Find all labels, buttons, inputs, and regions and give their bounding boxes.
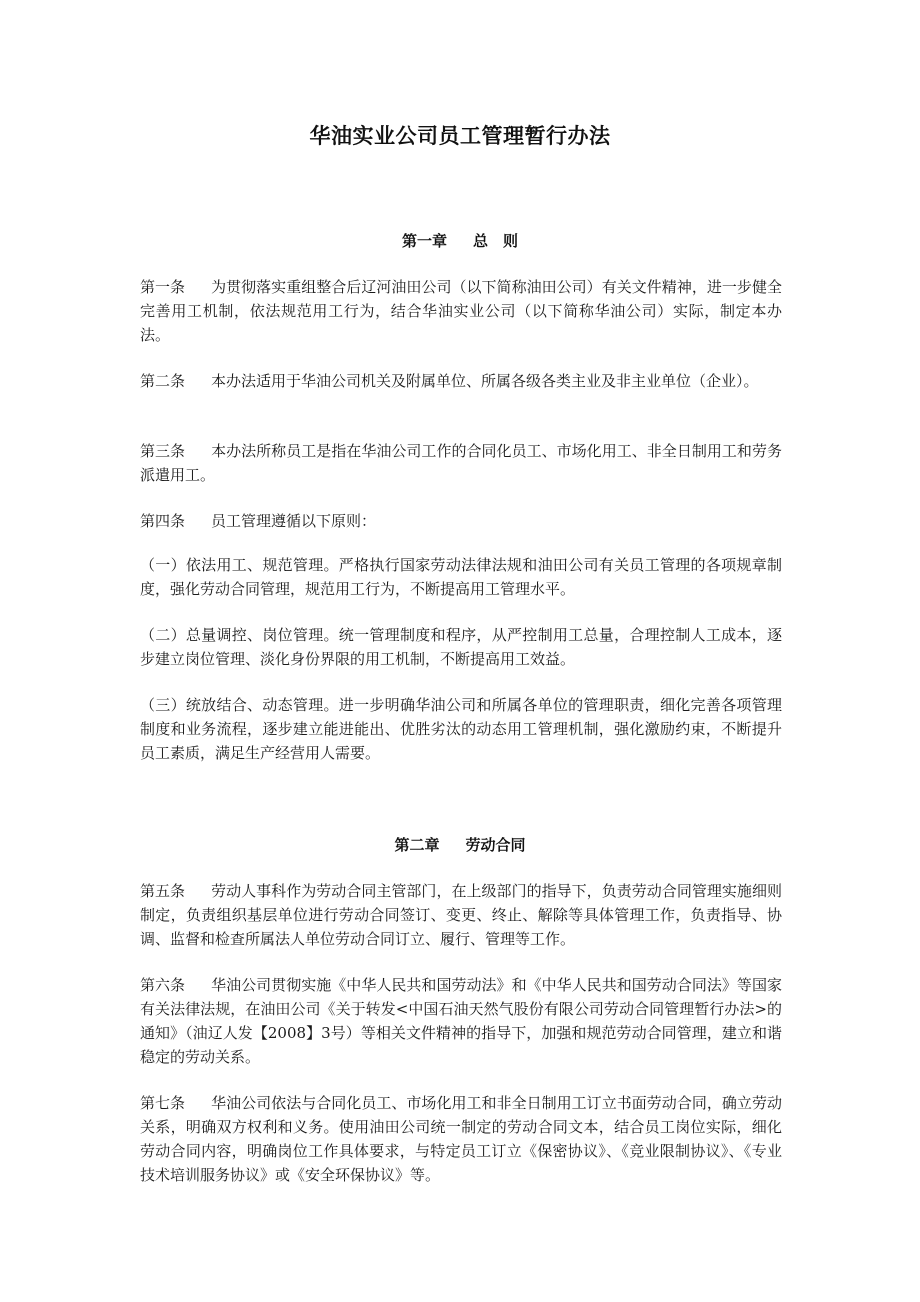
principle-paragraph <box>140 553 782 601</box>
article-paragraph <box>140 275 782 347</box>
article-paragraph <box>140 509 782 533</box>
article-text: 员工管理遵循以下原则： <box>211 512 377 530</box>
principle-paragraph <box>140 693 782 765</box>
chapter-number: 第一章 <box>401 232 447 250</box>
chapter-number: 第二章 <box>394 836 440 854</box>
article-label: 第二条 <box>140 372 186 390</box>
principle-text: （三）统放结合、动态管理。进一步明确华油公司和所属各单位的管理职责，细化完善各项管理制度和业务流程，逐步建立能进能出、优胜劣汰的动态用工管理机制，强化激励约束，不断提升员工素质，满足生产经营用人需要。 <box>140 696 782 762</box>
article-label: 第六条 <box>140 976 186 994</box>
chapter-heading <box>0 834 920 855</box>
article-paragraph <box>140 1091 782 1187</box>
article-paragraph <box>140 439 782 487</box>
article-text: 华油公司贯彻实施《中华人民共和国劳动法》和《中华人民共和国劳动合同法》等国家有关法律法规，在油田公司《关于转发<中国石油天然气股份有限公司劳动合同管理暂行办法>的通知》（油辽人发【2008】3号）等相关文件精神的指导下，加强和规范劳动合同管理，建立和谐稳定的劳动关系。 <box>140 976 782 1066</box>
article-paragraph <box>140 369 782 393</box>
article-text: 为贯彻落实重组整合后辽河油田公司（以下简称油田公司）有关文件精神，进一步健全完善用工机制，依法规范用工行为，结合华油实业公司（以下简称华油公司）实际，制定本办法。 <box>140 278 782 344</box>
chapter-heading <box>0 230 920 251</box>
article-label: 第四条 <box>140 512 186 530</box>
principle-text: （二）总量调控、岗位管理。统一管理制度和程序，从严控制用工总量，合理控制人工成本，逐步建立岗位管理、淡化身份界限的用工机制，不断提高用工效益。 <box>140 626 782 668</box>
article-text: 华油公司依法与合同化员工、市场化用工和非全日制用工订立书面劳动合同，确立劳动关系，明确双方权利和义务。使用油田公司统一制定的劳动合同文本，结合员工岗位实际，细化劳动合同内容，明确岗位工作具体要求，与特定员工订立《保密协议》、《竞业限制协议》、《专业技术培训服务协议》或《安全环保协议》等。 <box>140 1094 782 1184</box>
chapter-name: 总 则 <box>473 232 519 250</box>
article-text: 本办法所称员工是指在华油公司工作的合同化员工、市场化用工、非全日制用工和劳务派遣用工。 <box>140 442 782 484</box>
article-text: 劳动人事科作为劳动合同主管部门，在上级部门的指导下，负责劳动合同管理实施细则制定，负责组织基层单位进行劳动合同签订、变更、终止、解除等具体管理工作，负责指导、协调、监督和检查所属法人单位劳动合同订立、履行、管理等工作。 <box>140 882 782 948</box>
document-title: 华油实业公司员工管理暂行办法 <box>309 124 611 148</box>
article-paragraph <box>140 973 782 1069</box>
article-label: 第七条 <box>140 1094 186 1112</box>
article-text: 本办法适用于华油公司机关及附属单位、所属各级各类主业及非主业单位（企业）。 <box>211 372 759 390</box>
article-label: 第三条 <box>140 442 186 460</box>
article-paragraph <box>140 879 782 951</box>
chapter-name: 劳动合同 <box>465 836 526 854</box>
article-label: 第五条 <box>140 882 186 900</box>
principle-text: （一）依法用工、规范管理。严格执行国家劳动法律法规和油田公司有关员工管理的各项规章制度，强化劳动合同管理，规范用工行为，不断提高用工管理水平。 <box>140 556 782 598</box>
principle-paragraph <box>140 623 782 671</box>
article-label: 第一条 <box>140 278 186 296</box>
